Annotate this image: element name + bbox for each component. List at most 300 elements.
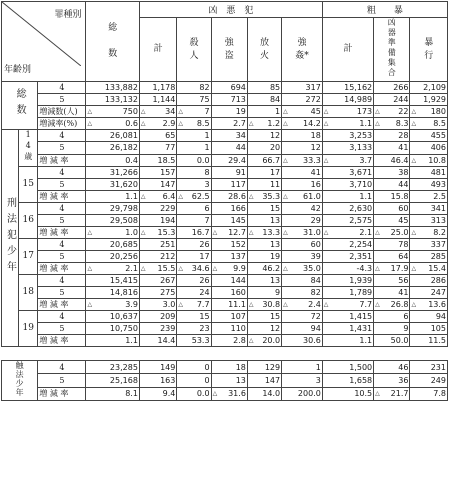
- decrease-triangle-icon: △: [87, 301, 93, 308]
- value-cell: 129: [247, 361, 281, 374]
- value-cell: 11.1: [211, 299, 247, 311]
- value-cell: 78: [374, 239, 410, 251]
- value-cell: 10,750: [86, 323, 139, 335]
- value-cell: 26: [177, 239, 211, 251]
- value-cell: 117: [211, 179, 247, 191]
- age-section-label: 18: [19, 275, 38, 311]
- value-cell: 133,132: [86, 94, 139, 106]
- value-cell: △ 1.1: [323, 119, 373, 128]
- value-cell: △ 7: [178, 107, 210, 116]
- row-label: 5: [38, 142, 86, 154]
- table-row: [2, 239, 448, 251]
- value-cell: 18: [282, 130, 323, 142]
- decrease-triangle-icon: △: [323, 301, 329, 308]
- value-cell: 18: [211, 361, 247, 374]
- value-cell: 94: [410, 311, 448, 323]
- value-cell: 317: [282, 82, 323, 94]
- value-cell: △ 1.0: [87, 228, 138, 237]
- value-cell: 34: [211, 130, 247, 142]
- value-cell: 0.4: [86, 154, 139, 166]
- value-cell: △ 15.4: [411, 264, 446, 273]
- value-cell: 15,162: [322, 82, 373, 94]
- table-row: [2, 203, 448, 215]
- value-cell: 24: [177, 287, 211, 299]
- value-cell: 29,508: [86, 215, 139, 227]
- decrease-triangle-icon: △: [283, 108, 288, 115]
- value-cell: △ 62.5: [178, 192, 210, 201]
- value-cell: 17: [247, 167, 281, 179]
- value-cell: 3: [177, 179, 211, 191]
- value-cell: 56: [374, 275, 410, 287]
- value-cell: 75: [177, 94, 211, 106]
- value-cell: 46: [374, 361, 410, 374]
- value-cell: 41: [374, 142, 410, 154]
- value-cell: △ 33.3: [283, 155, 321, 165]
- value-cell: 14,816: [86, 287, 139, 299]
- value-cell: △ 8.5: [411, 119, 446, 128]
- row-label: 4: [38, 167, 86, 179]
- table-row: [2, 82, 448, 94]
- row-label: 5: [38, 251, 86, 263]
- table-row: [2, 106, 448, 118]
- row-label: 増 減 率: [38, 154, 86, 166]
- decrease-triangle-icon: △: [212, 265, 218, 272]
- value-cell: 91: [211, 167, 247, 179]
- value-cell: 28: [374, 130, 410, 142]
- value-cell: 3.0: [139, 299, 176, 311]
- value-cell: 6: [177, 203, 211, 215]
- value-cell: 28.6: [211, 191, 247, 203]
- value-cell: 3,710: [322, 179, 373, 191]
- decrease-triangle-icon: △: [375, 120, 380, 127]
- penal-code-juvenile-label: 刑法犯少年: [2, 130, 19, 347]
- value-cell: 65: [139, 130, 176, 142]
- value-cell: 64: [374, 251, 410, 263]
- age-section-label: 15: [19, 167, 38, 203]
- value-cell: 285: [410, 251, 448, 263]
- age-class-label: 年齢別: [4, 65, 32, 75]
- value-cell: 9.4: [139, 387, 176, 400]
- age-section-label: 16: [19, 203, 38, 239]
- value-cell: 231: [410, 361, 448, 374]
- decrease-triangle-icon: △: [411, 229, 417, 236]
- table-row: [2, 275, 448, 287]
- juvenile-crime-table: [1, 1, 448, 401]
- row-label: 増 減 率: [38, 387, 86, 400]
- violent-col-header: 計: [322, 18, 373, 82]
- decrease-triangle-icon: △: [212, 390, 218, 398]
- value-cell: 160: [211, 287, 247, 299]
- value-cell: 84: [247, 94, 281, 106]
- value-cell: △ 7.7: [178, 300, 210, 309]
- value-cell: 11.5: [410, 335, 448, 347]
- decrease-triangle-icon: △: [283, 193, 288, 200]
- decrease-triangle-icon: △: [323, 156, 329, 164]
- value-cell: 16: [282, 179, 323, 191]
- value-cell: △ 6.4: [140, 192, 176, 201]
- value-cell: △ 45: [283, 107, 321, 116]
- value-cell: 209: [139, 311, 176, 323]
- value-cell: △ 22: [375, 107, 409, 116]
- value-cell: 14.0: [247, 387, 281, 400]
- value-cell: 1.1: [86, 335, 139, 347]
- value-cell: 38: [374, 167, 410, 179]
- value-cell: △ 9.9: [212, 264, 246, 273]
- heinous-crime-group-header: 凶 悪 犯: [139, 2, 322, 18]
- value-cell: 16.7: [177, 227, 211, 239]
- decrease-triangle-icon: △: [283, 120, 288, 127]
- value-cell: 60: [374, 203, 410, 215]
- decrease-triangle-icon: △: [178, 301, 183, 308]
- value-cell: 251: [139, 239, 176, 251]
- decrease-triangle-icon: △: [178, 108, 183, 115]
- decrease-triangle-icon: △: [411, 108, 417, 115]
- decrease-triangle-icon: △: [140, 265, 146, 272]
- statistics-table-sheet: [1, 1, 448, 489]
- value-cell: 26,081: [86, 130, 139, 142]
- value-cell: 105: [410, 323, 448, 335]
- value-cell: 1: [177, 142, 211, 154]
- table-row: [2, 167, 448, 179]
- value-cell: 200.0: [282, 387, 323, 400]
- decrease-triangle-icon: △: [248, 337, 254, 344]
- value-cell: 166: [211, 203, 247, 215]
- decrease-triangle-icon: △: [323, 120, 329, 127]
- value-cell: △ 35.0: [283, 264, 321, 273]
- table-row: [2, 374, 448, 387]
- row-label: 4: [38, 361, 86, 374]
- decrease-triangle-icon: △: [411, 301, 417, 308]
- age-section-label: 17: [19, 239, 38, 275]
- decrease-triangle-icon: △: [283, 229, 288, 236]
- value-cell: △ 180: [411, 107, 446, 116]
- value-cell: 137: [211, 251, 247, 263]
- value-cell: 19: [211, 106, 247, 118]
- value-cell: -4.3: [322, 263, 373, 275]
- row-label: 増 減 率: [38, 227, 86, 239]
- value-cell: 244: [374, 94, 410, 106]
- decrease-triangle-icon: △: [323, 229, 329, 236]
- decrease-triangle-icon: △: [375, 301, 380, 308]
- row-label: 4: [38, 275, 86, 287]
- heinous-col-header: 強 盗: [211, 18, 247, 82]
- value-cell: 46.2: [247, 263, 281, 275]
- value-cell: 9: [247, 287, 281, 299]
- row-label: 5: [38, 323, 86, 335]
- value-cell: 0: [177, 361, 211, 374]
- value-cell: 9: [374, 323, 410, 335]
- row-label: 5: [38, 94, 86, 106]
- table-row: [2, 94, 448, 106]
- value-cell: 1,500: [322, 361, 373, 374]
- table-row: [2, 130, 448, 142]
- row-label: 4: [38, 311, 86, 323]
- table-row: [2, 335, 448, 347]
- table-row: [2, 299, 448, 311]
- row-label: 4: [38, 82, 86, 94]
- value-cell: 267: [139, 275, 176, 287]
- value-cell: 1,415: [322, 311, 373, 323]
- header-corner-cell: [2, 2, 86, 82]
- value-cell: △ 13.6: [411, 300, 446, 309]
- value-cell: 1: [282, 361, 323, 374]
- value-cell: 85: [247, 82, 281, 94]
- value-cell: △ 13.3: [248, 228, 281, 237]
- heinous-col-header: 強 姦*: [282, 18, 323, 82]
- section-label-total: 総数: [2, 82, 38, 130]
- value-cell: 337: [410, 239, 448, 251]
- row-label: 5: [38, 179, 86, 191]
- value-cell: 481: [410, 167, 448, 179]
- value-cell: △ 8.2: [411, 228, 446, 237]
- value-cell: 3,671: [322, 167, 373, 179]
- value-cell: 2,109: [410, 82, 448, 94]
- decrease-triangle-icon: △: [375, 390, 380, 398]
- value-cell: 29,798: [86, 203, 139, 215]
- value-cell: 41: [374, 287, 410, 299]
- value-cell: 82: [177, 82, 211, 94]
- crime-class-label: 罪種別: [54, 10, 82, 20]
- value-cell: 1,178: [139, 82, 176, 94]
- heinous-col-header: 計: [139, 18, 176, 82]
- value-cell: 455: [410, 130, 448, 142]
- value-cell: 11: [247, 179, 281, 191]
- row-label: 増減数(人): [38, 106, 86, 118]
- value-cell: 10.5: [322, 387, 373, 400]
- decrease-triangle-icon: △: [411, 120, 417, 127]
- value-cell: 20: [247, 142, 281, 154]
- table-row: [2, 227, 448, 239]
- heinous-col-header: 放 火: [247, 18, 281, 82]
- decrease-triangle-icon: △: [411, 265, 417, 272]
- value-cell: 0.0: [177, 154, 211, 166]
- value-cell: 272: [282, 94, 323, 106]
- total-header: 総 数: [86, 2, 139, 82]
- value-cell: 15: [247, 311, 281, 323]
- value-cell: △ 31.6: [211, 387, 247, 400]
- value-cell: 17: [177, 251, 211, 263]
- value-cell: 72: [282, 311, 323, 323]
- row-label: 増 減 率: [38, 335, 86, 347]
- value-cell: 8.1: [86, 387, 139, 400]
- value-cell: 50.0: [374, 335, 410, 347]
- value-cell: △ 12.7: [212, 228, 246, 237]
- decrease-triangle-icon: △: [140, 193, 146, 200]
- value-cell: △ 25.0: [375, 228, 409, 237]
- decrease-triangle-icon: △: [411, 156, 417, 164]
- value-cell: 147: [139, 179, 176, 191]
- value-cell: 1,789: [322, 287, 373, 299]
- decrease-triangle-icon: △: [178, 265, 183, 272]
- value-cell: 133,882: [86, 82, 139, 94]
- value-cell: △ 34.6: [178, 264, 210, 273]
- value-cell: 13: [211, 374, 247, 387]
- table-row: [2, 118, 448, 130]
- value-cell: 82: [282, 287, 323, 299]
- value-cell: 1.1: [322, 335, 373, 347]
- value-cell: 84: [282, 275, 323, 287]
- value-cell: 12: [247, 323, 281, 335]
- row-label: 4: [38, 130, 86, 142]
- value-cell: 6: [374, 311, 410, 323]
- table-row: [2, 154, 448, 166]
- value-cell: 66.7: [247, 154, 281, 166]
- value-cell: △ 15.5: [140, 264, 176, 273]
- value-cell: 41: [282, 167, 323, 179]
- value-cell: 2,575: [322, 215, 373, 227]
- decrease-triangle-icon: △: [87, 120, 93, 127]
- row-label: 増 減 率: [38, 299, 86, 311]
- value-cell: 149: [139, 361, 176, 374]
- value-cell: 7.8: [410, 387, 448, 400]
- value-cell: 77: [139, 142, 176, 154]
- value-cell: 239: [139, 323, 176, 335]
- value-cell: 2.7: [211, 118, 247, 130]
- value-cell: 13: [247, 215, 281, 227]
- violent-crime-group-header: 粗 暴: [322, 2, 447, 18]
- value-cell: 15.8: [374, 191, 410, 203]
- value-cell: 0.0: [177, 387, 211, 400]
- value-cell: 107: [211, 311, 247, 323]
- value-cell: 19: [247, 251, 281, 263]
- decrease-triangle-icon: △: [178, 193, 183, 200]
- decrease-triangle-icon: △: [212, 229, 218, 236]
- value-cell: 8: [177, 167, 211, 179]
- value-cell: 493: [410, 179, 448, 191]
- value-cell: 13: [247, 239, 281, 251]
- decrease-triangle-icon: △: [87, 265, 93, 272]
- table-row: [2, 179, 448, 191]
- value-cell: 94: [282, 323, 323, 335]
- decrease-triangle-icon: △: [283, 301, 288, 308]
- value-cell: △ 8.3: [375, 119, 409, 128]
- value-cell: △ 26.8: [375, 300, 409, 309]
- row-label: 増 減 率: [38, 191, 86, 203]
- value-cell: 229: [139, 203, 176, 215]
- value-cell: △ 35.3: [248, 192, 281, 201]
- delinquent-juvenile-label: 触法少年: [2, 361, 38, 401]
- table-row: [2, 287, 448, 299]
- value-cell: 2,351: [322, 251, 373, 263]
- value-cell: 1,431: [322, 323, 373, 335]
- value-cell: △ 2.1: [87, 264, 138, 273]
- decrease-triangle-icon: △: [375, 265, 380, 272]
- value-cell: 20,685: [86, 239, 139, 251]
- table-row: [2, 387, 448, 400]
- value-cell: 13: [247, 275, 281, 287]
- value-cell: 29.4: [211, 154, 247, 166]
- value-cell: 145: [211, 215, 247, 227]
- row-label: 5: [38, 287, 86, 299]
- value-cell: 39: [282, 251, 323, 263]
- age-section-label: 14歳: [19, 130, 38, 167]
- value-cell: △ 7.7: [323, 300, 373, 309]
- value-cell: 341: [410, 203, 448, 215]
- table-row: [2, 263, 448, 275]
- value-cell: 36: [374, 374, 410, 387]
- value-cell: 1,929: [410, 94, 448, 106]
- value-cell: △ 2.4: [283, 300, 321, 309]
- value-cell: 12: [247, 130, 281, 142]
- value-cell: 31,266: [86, 167, 139, 179]
- row-label: 4: [38, 203, 86, 215]
- value-cell: 15: [247, 203, 281, 215]
- section-gap: [2, 347, 448, 361]
- value-cell: △ 15.3: [140, 228, 176, 237]
- value-cell: 60: [282, 239, 323, 251]
- table-row: [2, 215, 448, 227]
- value-cell: 10,637: [86, 311, 139, 323]
- value-cell: △ 10.8: [411, 155, 446, 165]
- value-cell: 14,989: [322, 94, 373, 106]
- value-cell: △ 3.9: [87, 300, 138, 309]
- decrease-triangle-icon: △: [178, 120, 183, 127]
- value-cell: 42: [282, 203, 323, 215]
- row-label: 増減率(%): [38, 118, 86, 130]
- value-cell: 1,144: [139, 94, 176, 106]
- decrease-triangle-icon: △: [248, 301, 254, 308]
- value-cell: 157: [139, 167, 176, 179]
- value-cell: △ 2.9: [140, 119, 176, 128]
- decrease-triangle-icon: △: [140, 120, 146, 127]
- value-cell: △ 34: [140, 107, 176, 116]
- value-cell: 275: [139, 287, 176, 299]
- decrease-triangle-icon: △: [375, 108, 380, 115]
- value-cell: 2,630: [322, 203, 373, 215]
- value-cell: 194: [139, 215, 176, 227]
- value-cell: 2.8: [211, 335, 247, 347]
- value-cell: 53.3: [177, 335, 211, 347]
- value-cell: 110: [211, 323, 247, 335]
- value-cell: 152: [211, 239, 247, 251]
- value-cell: 0: [177, 374, 211, 387]
- value-cell: 313: [410, 215, 448, 227]
- table-row: [2, 251, 448, 263]
- value-cell: 44: [211, 142, 247, 154]
- value-cell: 3,253: [322, 130, 373, 142]
- age-section-label: 19: [19, 311, 38, 347]
- value-cell: 18.5: [139, 154, 176, 166]
- decrease-triangle-icon: △: [248, 193, 254, 200]
- value-cell: 1,658: [322, 374, 373, 387]
- value-cell: 26,182: [86, 142, 139, 154]
- value-cell: 694: [211, 82, 247, 94]
- violent-col-header: 凶器準備集合: [374, 18, 410, 82]
- decrease-triangle-icon: △: [87, 108, 93, 115]
- value-cell: △ 750: [87, 107, 138, 116]
- table-row: [2, 361, 448, 374]
- table-row: [2, 311, 448, 323]
- decrease-triangle-icon: △: [283, 265, 288, 272]
- value-cell: 406: [410, 142, 448, 154]
- value-cell: △ 173: [323, 107, 373, 116]
- value-cell: △ 21.7: [374, 387, 410, 400]
- value-cell: △ 0.6: [87, 119, 138, 128]
- decrease-triangle-icon: △: [87, 229, 93, 236]
- value-cell: 45: [374, 215, 410, 227]
- table-row: [2, 142, 448, 154]
- value-cell: 3: [282, 374, 323, 387]
- row-label: 5: [38, 374, 86, 387]
- value-cell: 26: [177, 275, 211, 287]
- row-label: 5: [38, 215, 86, 227]
- value-cell: 1: [177, 130, 211, 142]
- value-cell: 144: [211, 275, 247, 287]
- value-cell: 20,256: [86, 251, 139, 263]
- value-cell: 14.4: [139, 335, 176, 347]
- value-cell: 147: [247, 374, 281, 387]
- value-cell: 31,620: [86, 179, 139, 191]
